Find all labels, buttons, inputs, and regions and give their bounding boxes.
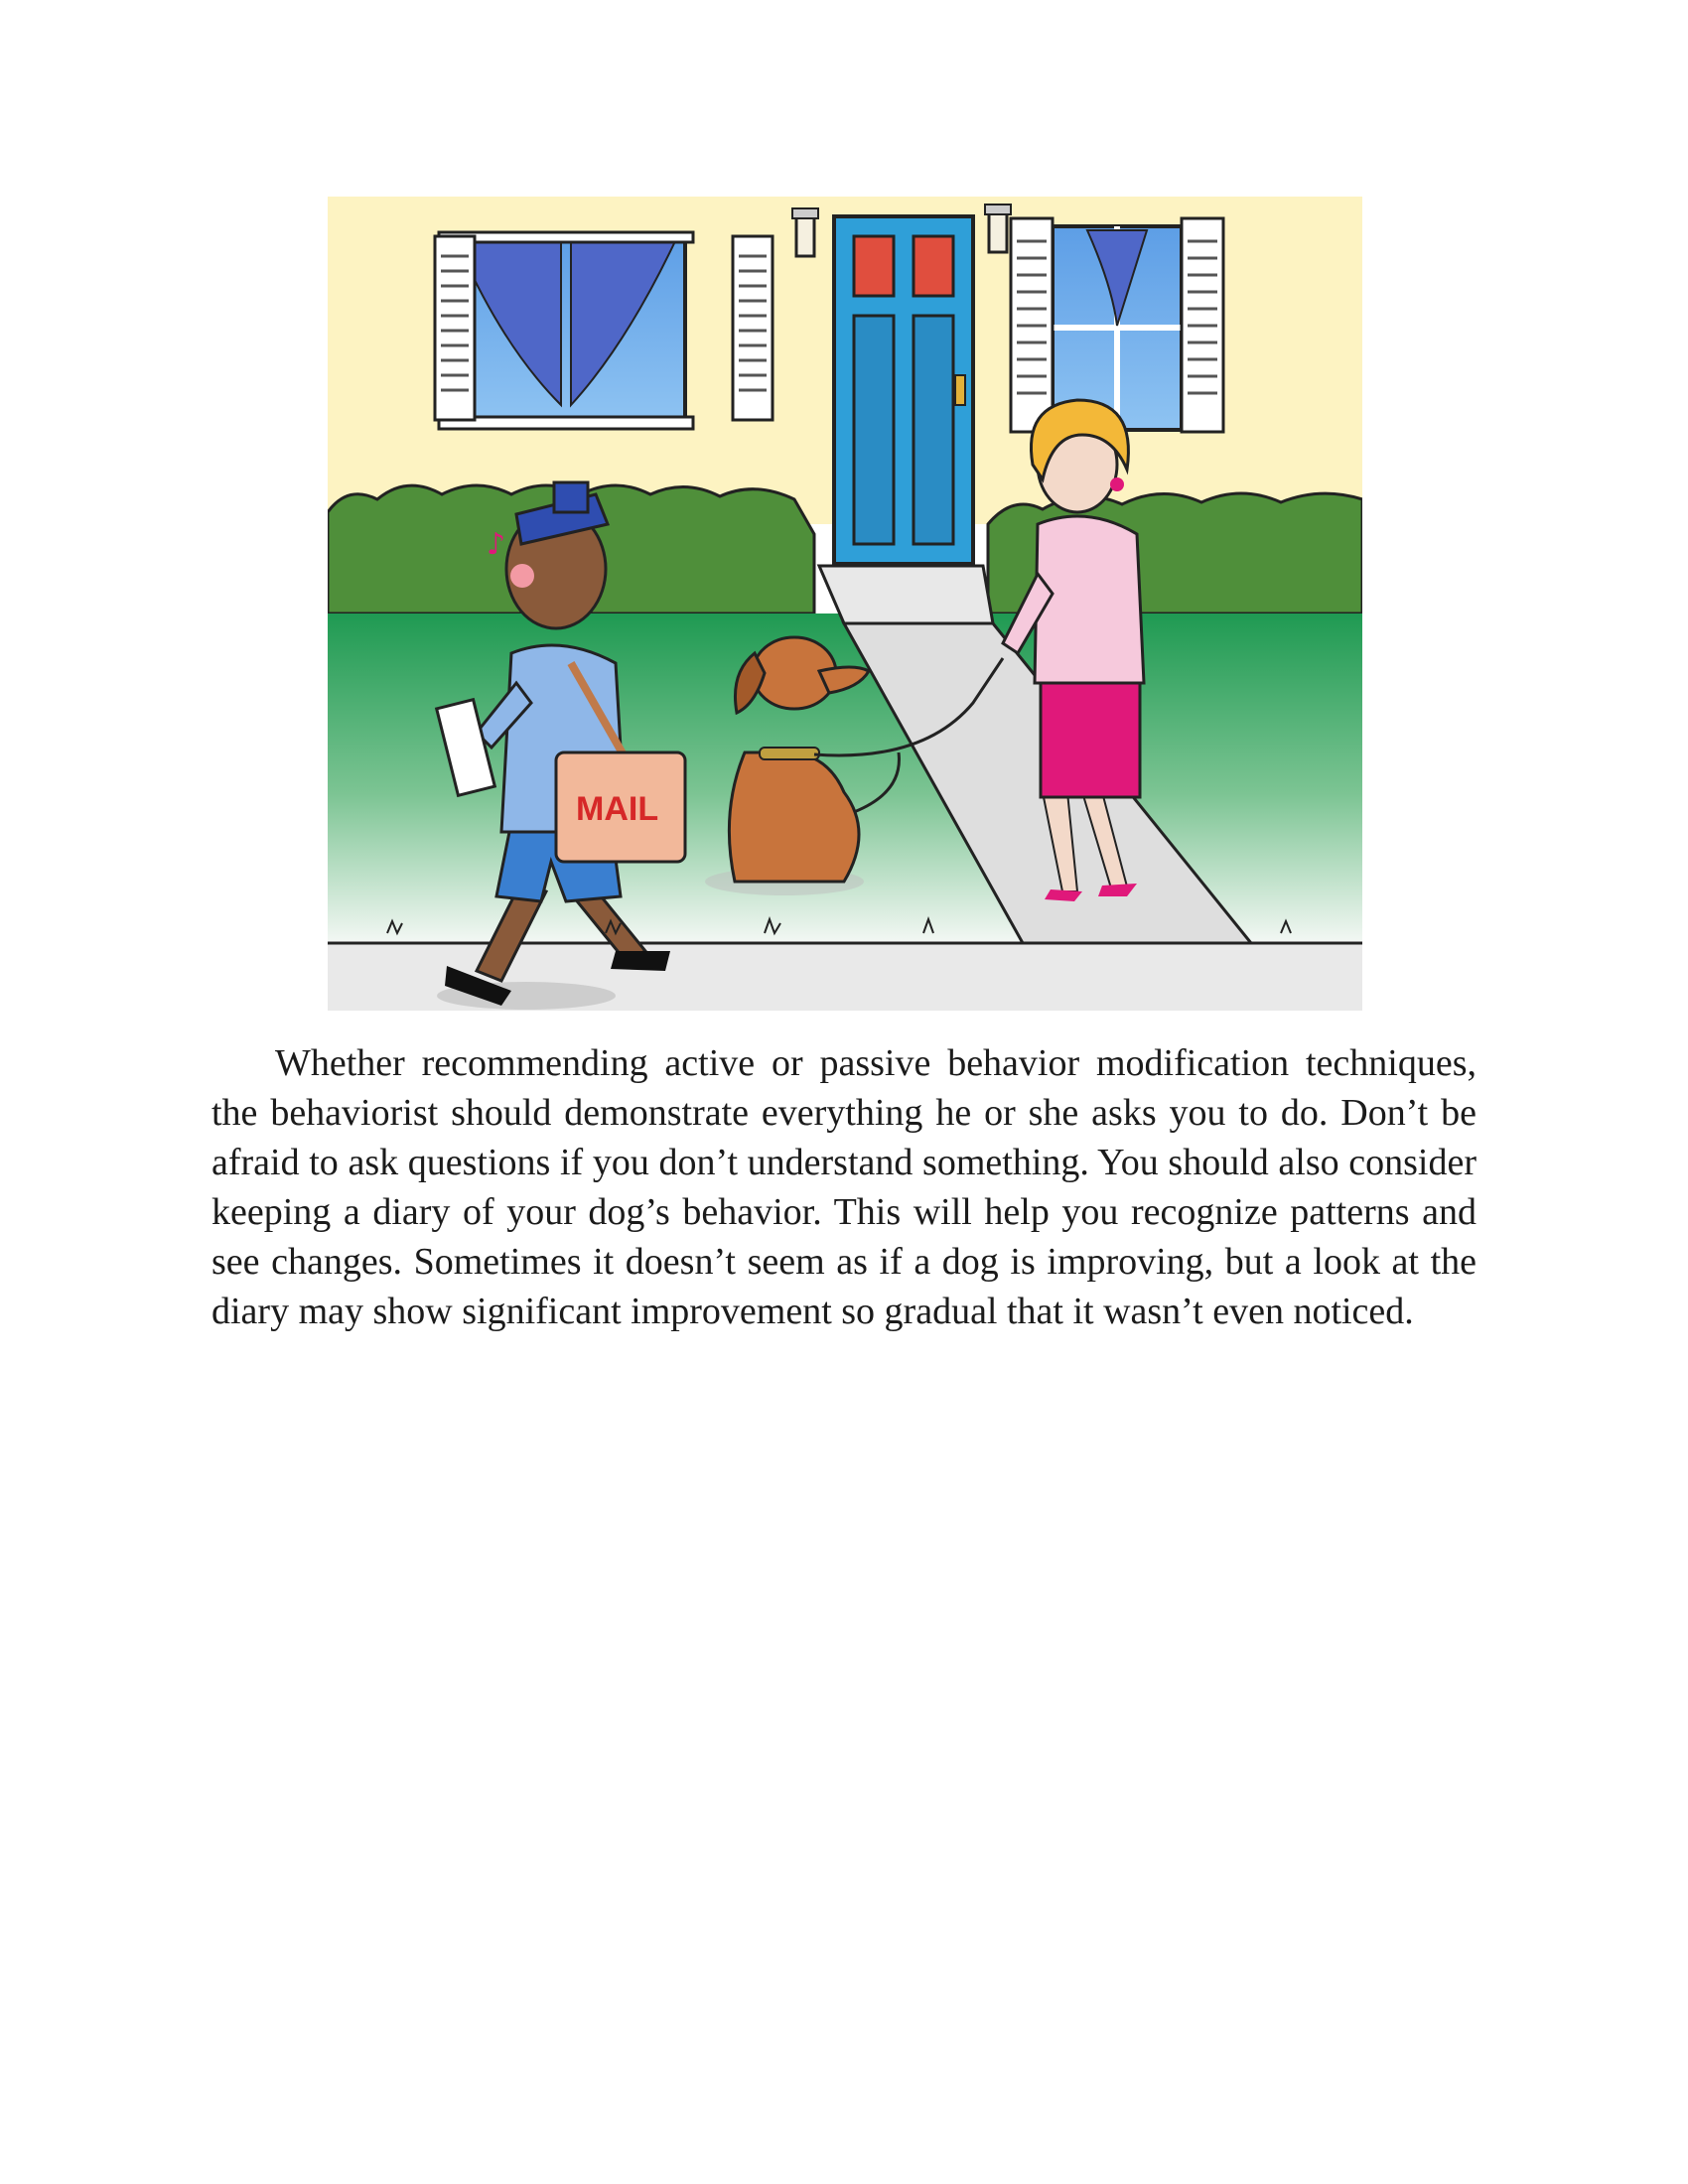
left-shutter <box>435 236 475 420</box>
dog-collar <box>760 748 819 759</box>
body-paragraph: Whether recommending active or passive behavior modification techniques, the behaviorist should demonstrate everything he or she asks you to do. Don’t be afraid to ask questions if you don’t understand something. You should also consider keeping a diary of your dog’s behavior. This will help you recognize patterns and see changes. Sometimes it doesn’t seem as if a dog is improving, but a look at the diary may show significant improvement so gradual that it wasn’t even noticed. <box>211 1042 1477 1332</box>
skirt <box>1041 673 1140 797</box>
porch-step <box>819 566 993 623</box>
left-shutter <box>733 236 773 420</box>
front-door <box>834 216 973 564</box>
right-window <box>1011 218 1223 432</box>
porch-lamp <box>985 205 1011 252</box>
mail-carrier-and-dog-scene <box>328 197 1362 1011</box>
mail-bag-label: MAIL <box>576 790 659 828</box>
porch-lamp <box>792 208 818 256</box>
cartoon-illustration <box>328 197 1362 1011</box>
svg-text:♪: ♪ <box>487 527 506 562</box>
